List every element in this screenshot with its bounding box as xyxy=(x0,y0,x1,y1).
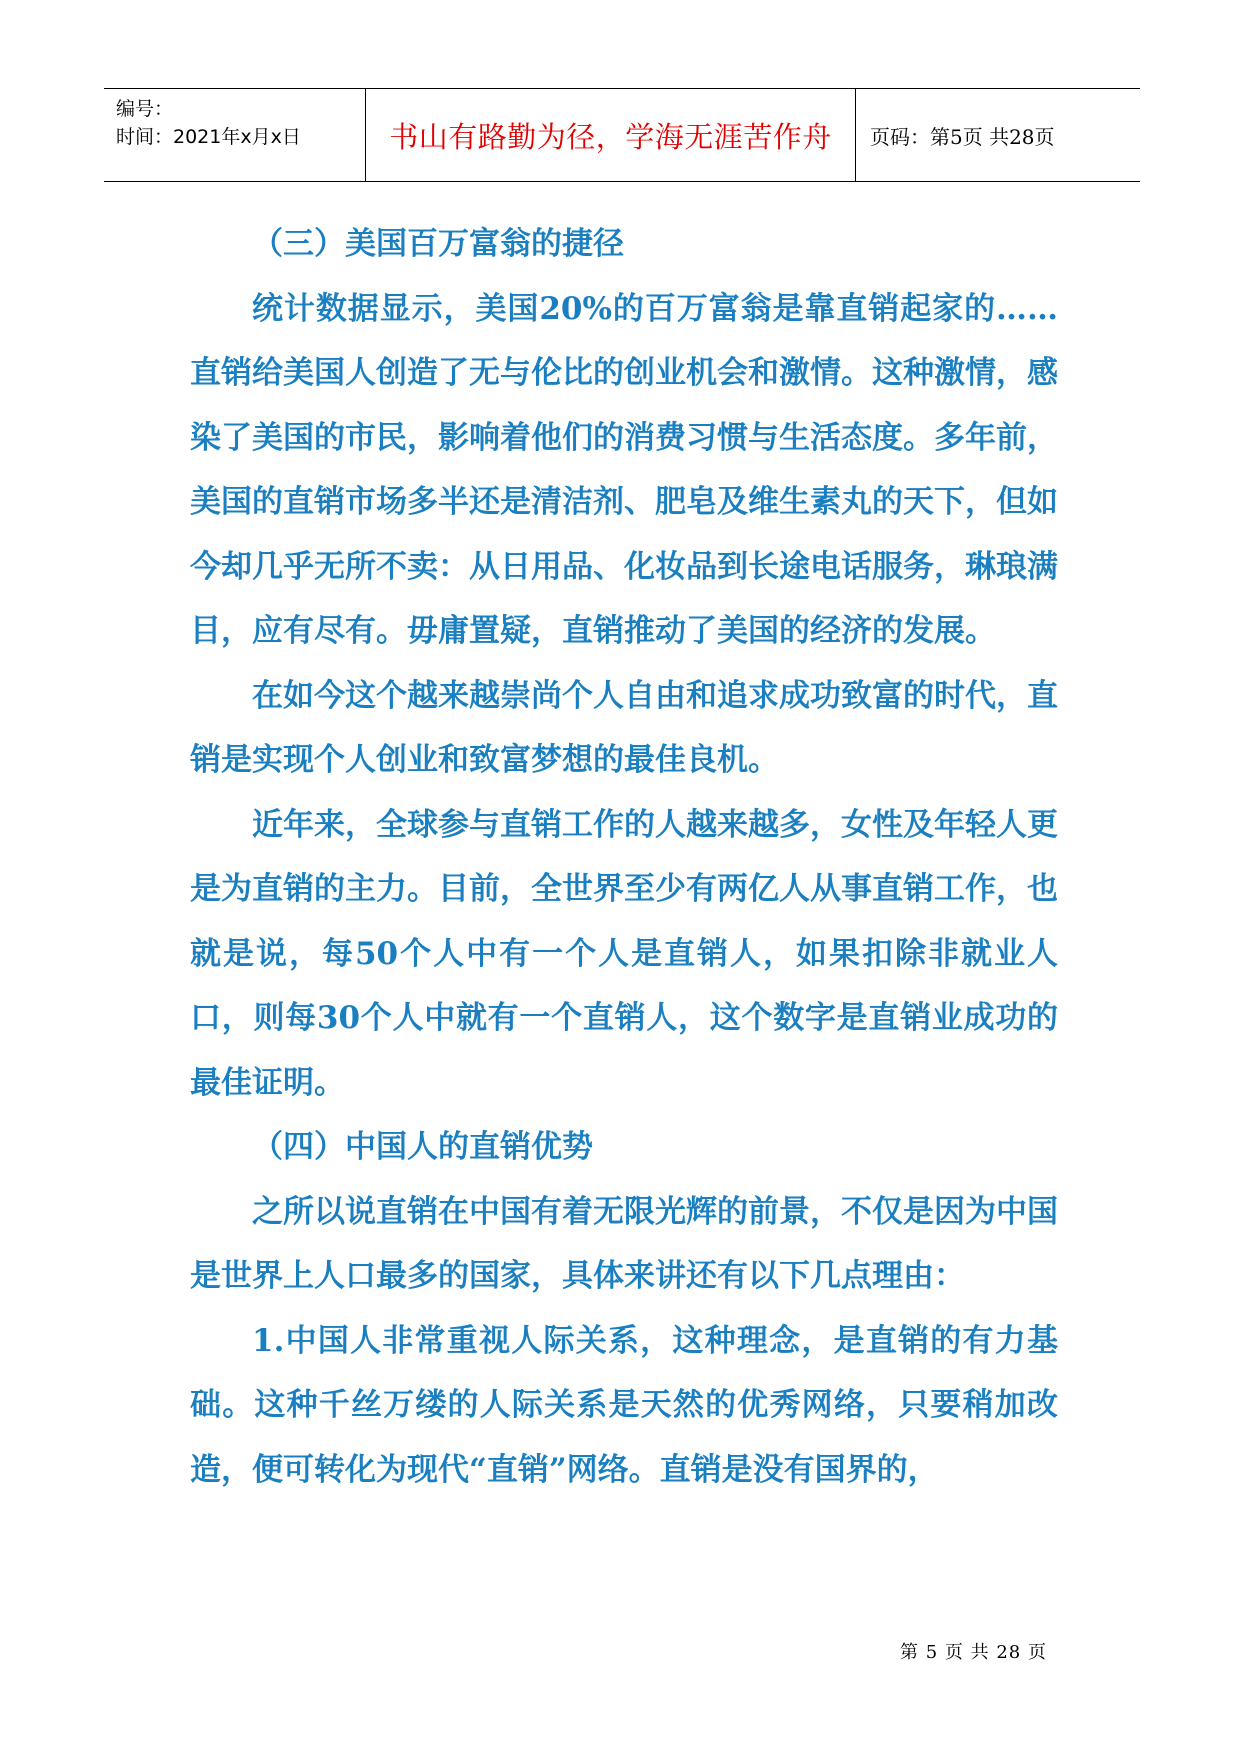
document-body xyxy=(190,212,1058,1502)
paragraph-1: 统计数据显示，美国20%的百万富翁是靠直销起家的……直销给美国人创造了无与伦比的创业机会和激情。这种激情，感染了美国的市民，影响着他们的消费习惯与生活态度。多年前，美国的直销市场多半还是清洁剂、肥皂及维生素丸的天下，但如今却几乎无所不卖：从日用品、化妆品到长途电话服务，琳琅满目，应有尽有。毋庸置疑，直销推动了美国的经济的发展。 xyxy=(190,290,1058,649)
document-time-label: 时间：2021年x月x日 xyxy=(116,126,301,148)
paragraph-3: 近年来，全球参与直销工作的人越来越多，女性及年轻人更是为直销的主力。目前，全世界至少有两亿人从事直销工作，也就是说，每50个人中有一个人是直销人，如果扣除非就业人口，则每30个人中就有一个直销人，这个数字是直销业成功的最佳证明。 xyxy=(190,806,1058,1101)
paragraph-2: 在如今这个越来越崇尚个人自由和追求成功致富的时代，直销是实现个人创业和致富梦想的最佳良机。 xyxy=(190,677,1058,778)
page-header xyxy=(104,88,1140,182)
header-page-cell xyxy=(856,89,1140,181)
section-heading-3: （三）美国百万富翁的捷径 xyxy=(252,226,624,262)
paragraph-5: 1.中国人非常重视人际关系，这种理念，是直销的有力基础。这种千丝万缕的人际关系是天然的优秀网络，只要稍加改造，便可转化为现代“直销”网络。直销是没有国界的， xyxy=(190,1322,1058,1488)
page-footer: 第 5 页 共 28 页 xyxy=(900,1642,1047,1663)
header-meta-cell xyxy=(104,89,366,181)
header-page-code: 页码：第5页 共28页 xyxy=(870,124,1055,149)
section-heading-4: （四）中国人的直销优势 xyxy=(252,1129,593,1165)
document-number-label: 编号： xyxy=(116,98,174,120)
header-motto: 书山有路勤为径，学海无涯苦作舟 xyxy=(389,119,832,154)
header-motto-cell xyxy=(366,89,856,181)
paragraph-4: 之所以说直销在中国有着无限光辉的前景，不仅是因为中国是世界上人口最多的国家，具体来讲还有以下几点理由： xyxy=(190,1193,1058,1294)
